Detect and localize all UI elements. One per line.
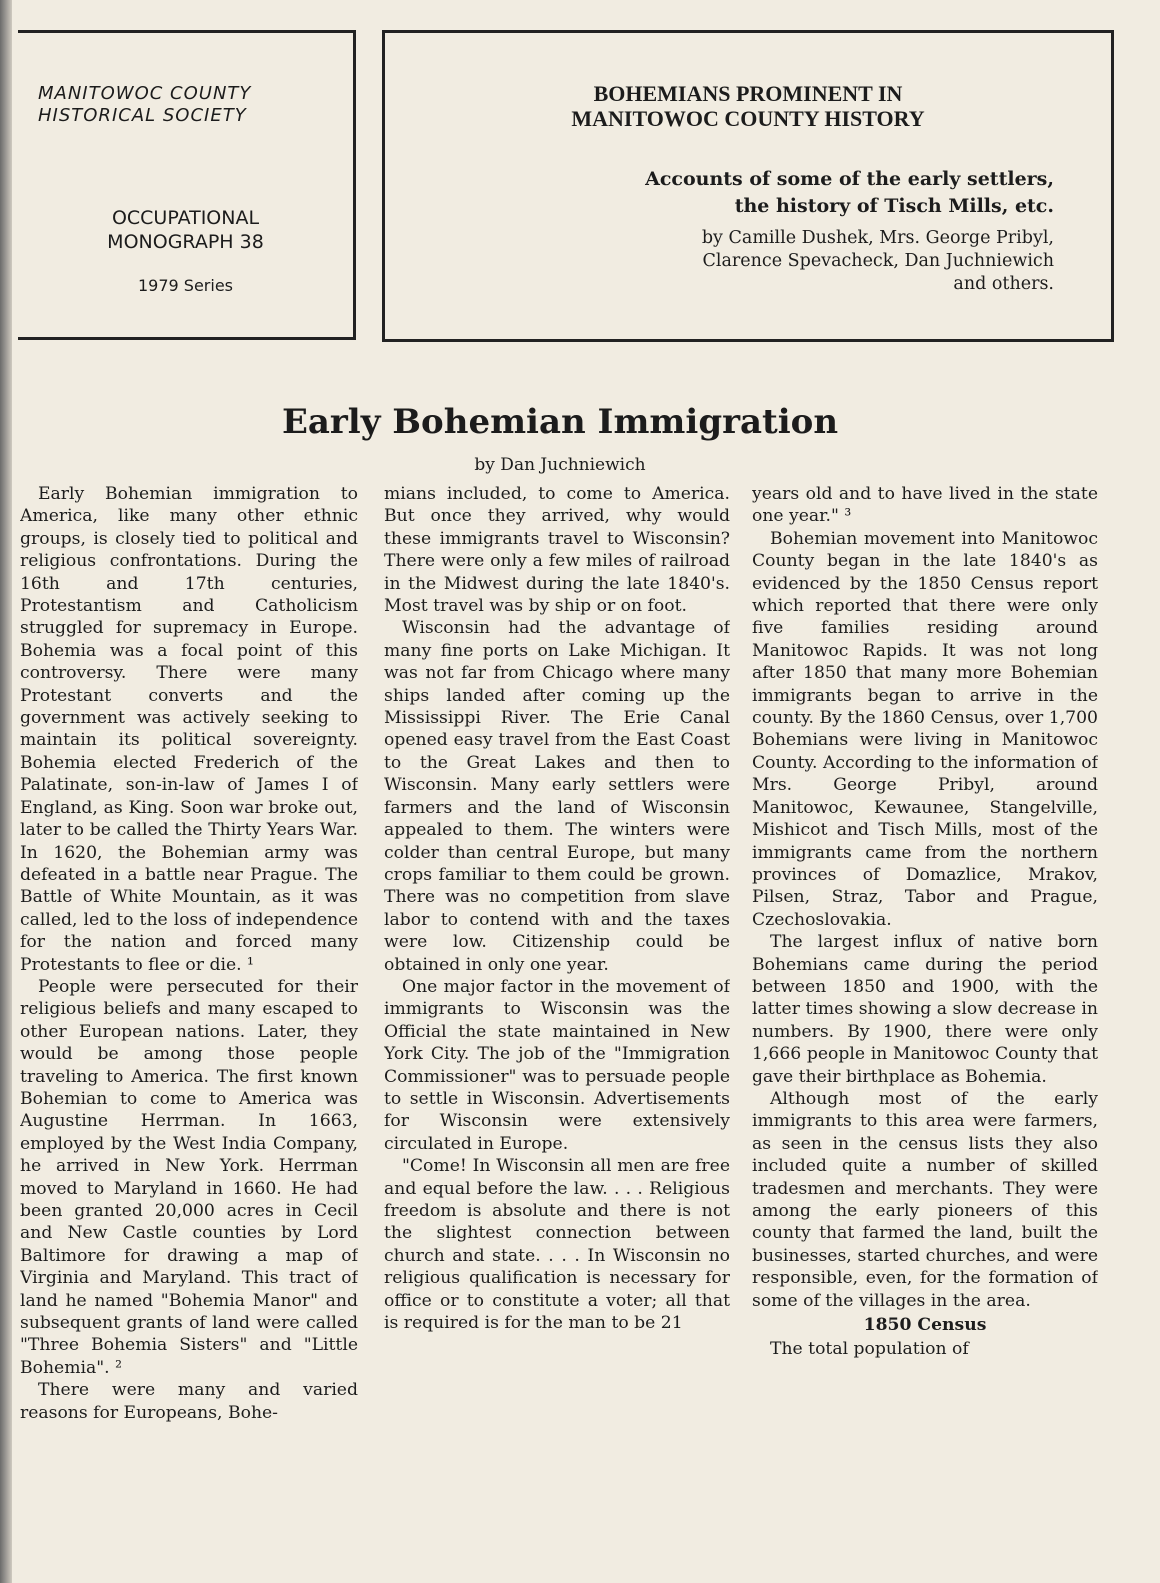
society-box — [18, 30, 356, 340]
authors-line-1: by Camille Dushek, Mrs. George Pribyl, — [701, 228, 1054, 248]
monograph-title-box — [382, 30, 1114, 342]
subtitle-line-2: the history of Tisch Mills, etc. — [734, 195, 1054, 217]
paragraph: People were persecuted for their religious beliefs and many escaped to other European nations. Later, they would be among those people traveling to America. The first known Bohemian to come to America was Augustine Herrman. In 1663, employed by the West India Company, he arrived in New York. Herrman moved to Maryland in 1660. He had been granted 20,000 acres in Cecil and New Castle counties by Lord Baltimore for drawing a map of Virginia and Maryland. This tract of land he named "Bohemia Manor" and subsequent grants of land were called "Three Bohemia Sisters" and "Little Bohemia". ² — [20, 976, 358, 1378]
article-column-3 — [752, 483, 1098, 1543]
paragraph: years old and to have lived in the state one year." ³ — [752, 484, 1098, 527]
monograph-title — [385, 81, 1111, 131]
monograph-line-1: OCCUPATIONAL — [111, 207, 260, 229]
article-column-1 — [20, 483, 358, 1543]
paragraph: Although most of the early immigrants to this area were farmers, as seen in the census lists they also included quite a number of skilled tradesmen and merchants. They were among the early pioneers of this county that farmed the land, built the businesses, started churches, and were responsible, even, for the formation of some of the villages in the area. — [752, 1088, 1098, 1311]
monograph-authors — [702, 227, 1054, 296]
society-line-2: HISTORICAL SOCIETY — [38, 105, 247, 126]
series-label: 1979 Series — [137, 276, 233, 295]
monograph-line-2: MONOGRAPH 38 — [107, 231, 264, 253]
paragraph: The largest influx of native born Bohemians came during the period between 1850 and 1900, with the latter times showing a slow decrease in numbers. By 1900, there were only 1,666 people in Manitowoc County that gave their birthplace as Bohemia. — [752, 932, 1098, 1087]
article-byline: by Dan Juchniewich — [474, 455, 646, 475]
paragraph: "Come! In Wisconsin all men are free and equal before the law. . . . Religious freedom is absolute and there is not the slightest connection between church and state. . . . In Wisconsin no religious qualification is necessary for office or to constitute a voter; all that is required is for the man to be 21 — [384, 1156, 730, 1334]
monograph-subtitle — [645, 166, 1054, 220]
article-title: Early Bohemian Immigration — [281, 402, 839, 442]
paragraph: mians included, to come to America. But once they arrived, why would these immigrants travel to Wisconsin? There were only a few miles of railroad in the Midwest during the late 1840's. Most travel was by ship or on foot. — [384, 484, 730, 617]
subtitle-line-1: Accounts of some of the early settlers, — [645, 168, 1054, 190]
society-name — [38, 83, 251, 127]
section-subheading: 1850 Census — [863, 1315, 987, 1336]
page-spine — [0, 0, 12, 1583]
paragraph: The total population of — [770, 1339, 969, 1360]
monograph-title-line-2: MANITOWOC COUNTY HISTORY — [571, 106, 925, 131]
paragraph: Early Bohemian immigration to America, like many other ethnic groups, is closely tied to political and religious confrontations. During the 16th and 17th centuries, Protestantism and Catholicism struggled for supremacy in Europe. Bohemia was a focal point of this controversy. There were many Protestant converts and the government was actively seeking to maintain its political sovereignty. Bohemia elected Frederich of the Palatinate, son-in-law of James I of England, as King. Soon war broke out, later to be called the Thirty Years War. In 1620, the Bohemian army was defeated in a battle near Prague. The Battle of White Mountain, as it was called, led to the loss of independence for the nation and forced many Protestants to flee or die. ¹ — [20, 484, 358, 975]
society-line-1: MANITOWOC COUNTY — [38, 83, 252, 104]
paragraph: Bohemian movement into Manitowoc County began in the late 1840's as evidenced by the 1850 Census report which reported that there were only five families residing around Manitowoc Rapids. It was not long after 1850 that many more Bohemian immigrants began to arrive in the county. By the 1860 Census, over 1,700 Bohemians were living in Manitowoc County. According to the information of Mrs. George Pribyl, around Manitowoc, Kewaunee, Stangelville, Mishicot and Tisch Mills, most of the immigrants came from the northern provinces of Domazlice, Mrakov, Pilsen, Straz, Tabor and Prague, Czechoslovakia. — [752, 528, 1098, 930]
article-column-2 — [384, 483, 730, 1543]
paragraph: There were many and varied reasons for Europeans, Bohe- — [20, 1380, 358, 1423]
authors-line-3: and others. — [953, 274, 1054, 294]
authors-line-2: Clarence Spevacheck, Dan Juchniewich — [702, 251, 1054, 271]
paragraph: Wisconsin had the advantage of many fine ports on Lake Michigan. It was not far from Chicago where many ships landed after coming up the Mississippi River. The Erie Canal opened easy travel from the East Coast to the Great Lakes and then to Wisconsin. Many early settlers were farmers and the land of Wisconsin appealed to them. The winters were colder than central Europe, but many crops familiar to them could be grown. There was no competition from slave labor to contend with and the taxes were low. Citizenship could be obtained in only one year. — [384, 618, 730, 975]
monograph-label — [18, 206, 353, 254]
monograph-title-line-1: BOHEMIANS PROMINENT IN — [593, 81, 903, 106]
paragraph: One major factor in the movement of immigrants to Wisconsin was the Official the state maintained in New York City. The job of the "Immigration Commissioner" was to persuade people to settle in Wisconsin. Advertisements for Wisconsin were extensively circulated in Europe. — [384, 976, 730, 1154]
